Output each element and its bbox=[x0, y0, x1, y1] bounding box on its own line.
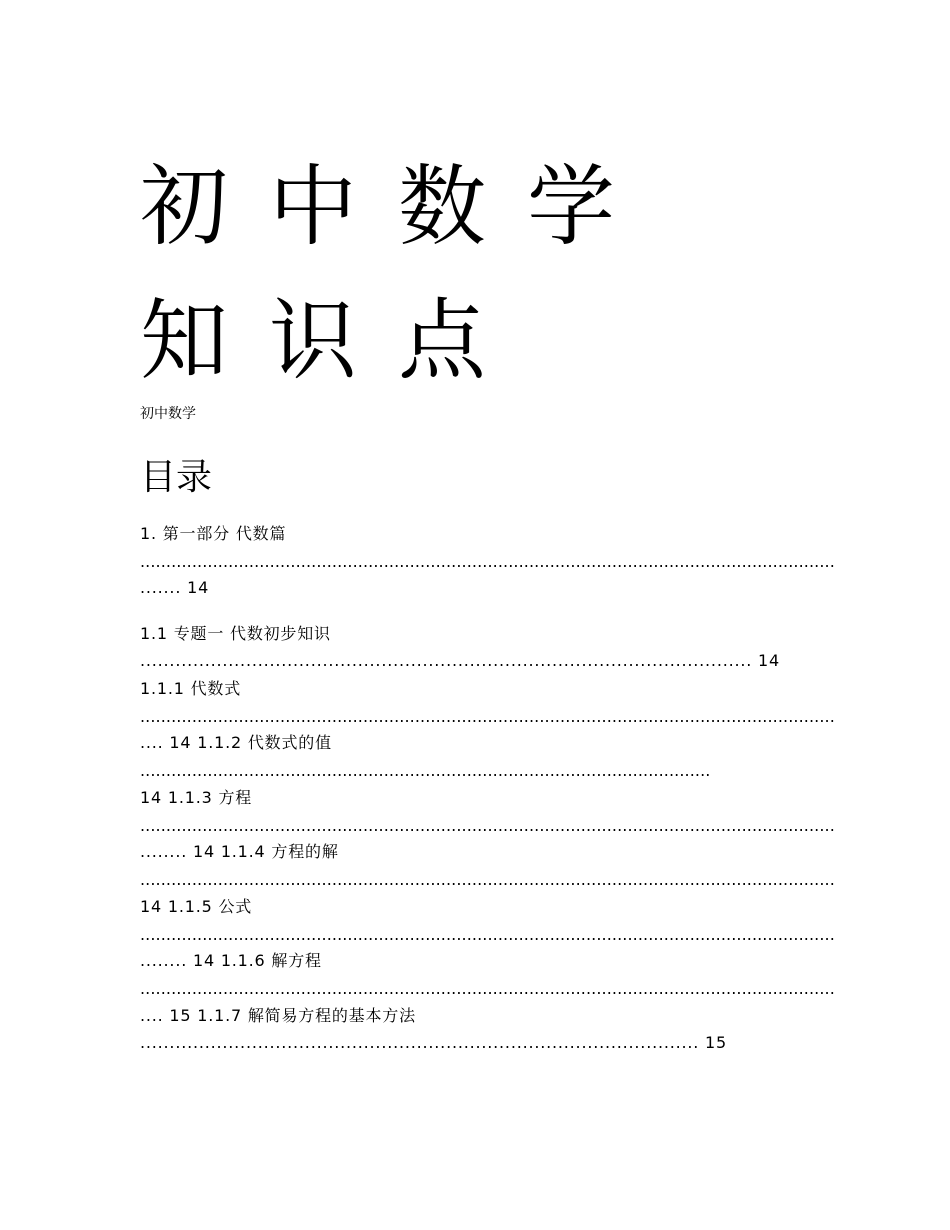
toc-line[interactable]: ............................................................................................... 15 bbox=[140, 1033, 728, 1052]
toc-line[interactable]: ........................................................................................................ 14 bbox=[140, 651, 780, 670]
toc-line[interactable]: .... 15 1.1.7 解简易方程的基本方法 bbox=[140, 1006, 416, 1025]
toc-line[interactable]: 1. 第一部分 代数篇 bbox=[140, 524, 287, 543]
toc-line[interactable]: ...................................................................................................................................... bbox=[140, 816, 835, 835]
toc-line[interactable]: 14 1.1.3 方程 bbox=[140, 788, 253, 807]
toc-line[interactable]: ........ 14 1.1.6 解方程 bbox=[140, 951, 322, 970]
toc-line[interactable]: ...................................................................................................................................... bbox=[140, 979, 835, 998]
document-subtitle: 初中数学 bbox=[140, 406, 196, 422]
toc-line[interactable]: ...................................................................................................................................... bbox=[140, 925, 835, 944]
toc-line[interactable]: .............................................................................................................. bbox=[140, 761, 711, 780]
toc-line[interactable]: ....... 14 bbox=[140, 578, 210, 597]
document-title: 初中数学知识点 bbox=[140, 155, 657, 392]
toc-line[interactable]: ...................................................................................................................................... bbox=[140, 870, 835, 889]
toc-heading: 目录 bbox=[140, 457, 213, 498]
toc-line[interactable]: ........ 14 1.1.4 方程的解 bbox=[140, 842, 339, 861]
toc-line[interactable]: 14 1.1.5 公式 bbox=[140, 897, 253, 916]
toc-line[interactable]: 1.1 专题一 代数初步知识 bbox=[140, 624, 331, 643]
toc-line[interactable]: ...................................................................................................................................... bbox=[140, 552, 835, 571]
toc-line[interactable]: .... 14 1.1.2 代数式的值 bbox=[140, 733, 332, 752]
toc-line[interactable]: 1.1.1 代数式 bbox=[140, 679, 241, 698]
toc-line[interactable]: ...................................................................................................................................... bbox=[140, 707, 835, 726]
